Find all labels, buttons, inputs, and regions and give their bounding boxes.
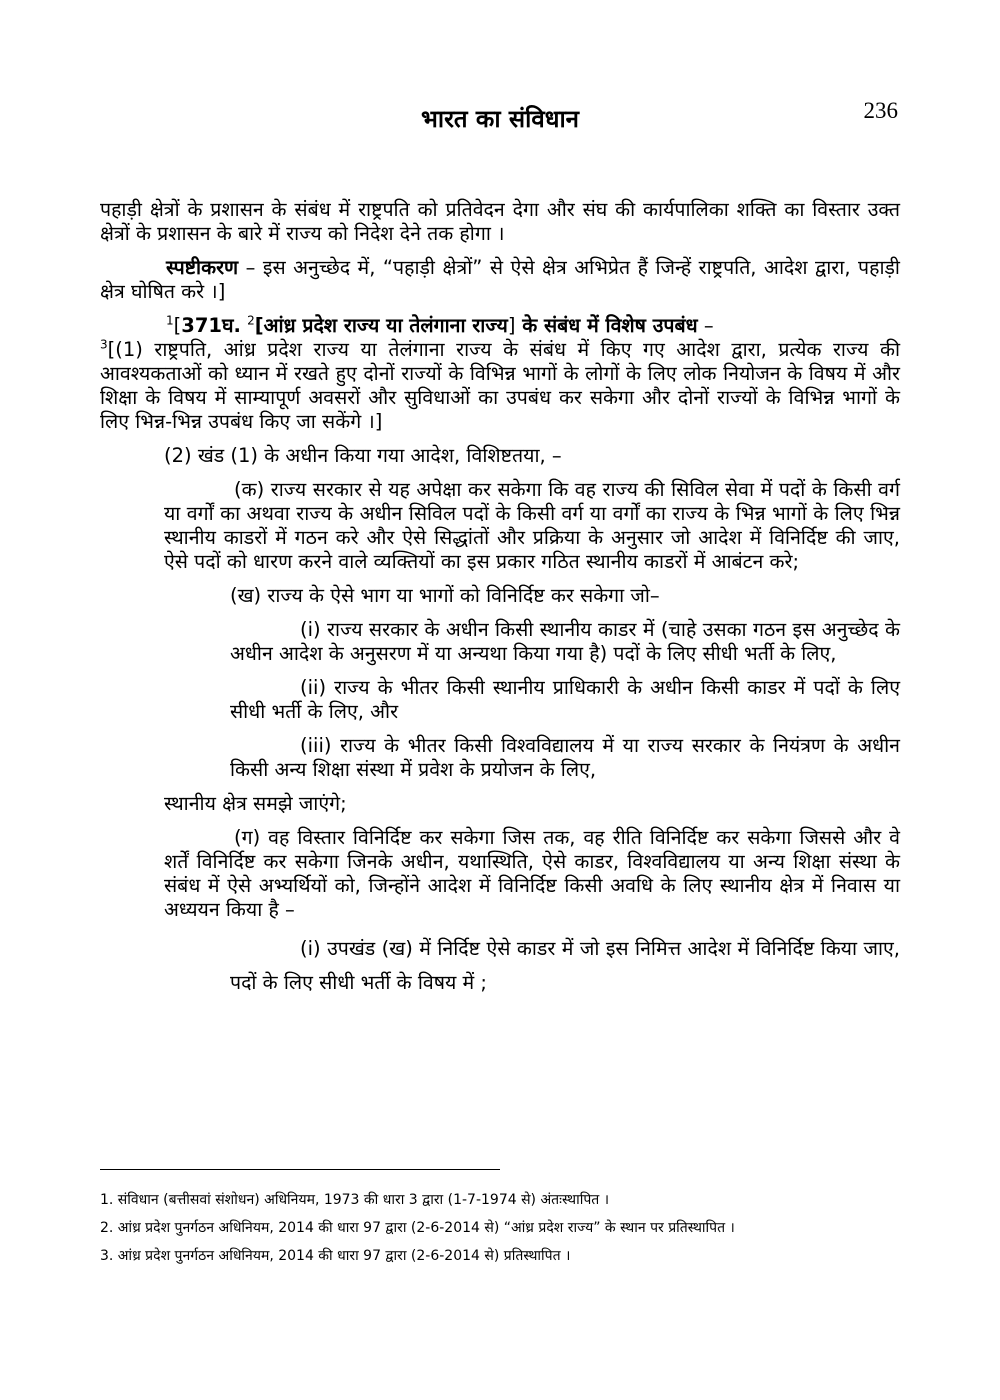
explanation-text: – इस अनुच्छेद में, “पहाड़ी क्षेत्रों” से ऐसे क्षेत्र अभिप्रेत हैं जिन्हें राष्ट्रपति, आदेश द्वारा, पहाड़ी क्षेत्र घोषित करे ।] <box>100 256 900 303</box>
footnote-2: 2. आंध्र प्रदेश पुनर्गठन अधिनियम, 2014 की धारा 97 द्वारा (2-6-2014 से) “आंध्र प्रदेश राज्य” के स्थान पर प्रतिस्थापित । <box>100 1220 735 1236</box>
ga-item-i: (i) उपखंड (ख) में निर्दिष्ट ऐसे काडर में जो इस निमित्त आदेश में विनिर्दिष्ट किया जाए, पदों के लिए सीधी भर्ती के विषय में ; <box>230 937 900 994</box>
article-title-part-b: के संबंध में विशेष उपबंध <box>515 314 698 337</box>
footnote-ref-3: 3 <box>100 337 108 352</box>
article-title-close: ] <box>507 314 516 337</box>
kha-item-iii: (iii) राज्य के भीतर किसी विश्वविद्यालय में या राज्य सरकार के नियंत्रण के अधीन किसी अन्य शिक्षा संस्था में प्रवेश के प्रयोजन के लिए, <box>230 734 900 781</box>
footnotes <box>100 1188 900 1272</box>
article-dash: – <box>697 314 714 337</box>
kha-tail: स्थानीय क्षेत्र समझे जाएंगे; <box>164 792 347 815</box>
page-header <box>0 98 1000 142</box>
clause-2: (2) खंड (1) के अधीन किया गया आदेश, विशिष्टतया, – <box>164 444 562 467</box>
footnote-ref-1: 1 <box>166 313 174 328</box>
explanation-label: स्पष्टीकरण <box>166 256 239 279</box>
page-number: 236 <box>863 98 898 123</box>
article-title-part-a: [आंध्र प्रदेश राज्य या तेलंगाना राज्य <box>254 314 508 337</box>
article-heading-paragraph <box>100 314 900 434</box>
document-body <box>100 198 900 1010</box>
explanation-paragraph <box>100 256 900 304</box>
article-number: 371घ. <box>181 314 241 337</box>
kha-item-i: (i) राज्य सरकार के अधीन किसी स्थानीय काडर में (चाहे उसका गठन इस अनुच्छेद के अधीन आदेश के अनुसरण में या अन्यथा किया गया है) पदों के लिए सीधी भर्ती के लिए, <box>230 618 900 665</box>
page-title: भारत का संविधान <box>420 105 580 133</box>
footnote-3: 3. आंध्र प्रदेश पुनर्गठन अधिनियम, 2014 की धारा 97 द्वारा (2-6-2014 से) प्रतिस्थापित । <box>100 1248 571 1264</box>
clause-2-ka: (क) राज्य सरकार से यह अपेक्षा कर सकेगा कि वह राज्य की सिविल सेवा में पदों के किसी वर्ग या वर्गों का अथवा राज्य के अधीन सिविल पदों के किसी वर्ग या वर्गों का राज्य के भिन्न भागों के लिए भिन्न स्थानीय काडरों में गठन करे और ऐसे सिद्धांतों और प्रक्रिया के अनुसार जो आदेश में विनिर्दिष्ट की जाए, ऐसे पदों को धारण करने वाले व्यक्तियों का इस प्रकार गठित स्थानीय काडरों में आबंटन करे; <box>164 478 900 573</box>
footnote-1: 1. संविधान (बत्तीसवां संशोधन) अधिनियम, 1973 की धारा 3 द्वारा (1-7-1974 से) अंतःस्थापित । <box>100 1192 610 1208</box>
footnote-divider <box>100 1169 500 1170</box>
paragraph-continuation: पहाड़ी क्षेत्रों के प्रशासन के संबंध में राष्ट्रपति को प्रतिवेदन देगा और संघ की कार्यपालिका शक्ति का विस्तार उक्त क्षेत्रों के प्रशासन के बारे में राज्य को निदेश देने तक होगा । <box>100 198 900 245</box>
clause-1-text: [(1) राष्ट्रपति, आंध्र प्रदेश राज्य या तेलंगाना राज्य के संबंध में किए गए आदेश द्वारा, प्रत्येक राज्य की आवश्यकताओं को ध्यान में रखते हुए दोनों राज्यों के विभिन्न भागों के लोगों के लिए लोक नियोजन के विषय में और शिक्षा के विषय में साम्यापूर्ण अवसरों और सुविधाओं का उपबंध कर सकेगा और दोनों राज्यों के विभिन्न भागों के लिए भिन्न-भिन्न उपबंध किए जा सकेंगे ।] <box>100 338 900 433</box>
kha-item-ii: (ii) राज्य के भीतर किसी स्थानीय प्राधिकारी के अधीन किसी काडर में पदों के लिए सीधी भर्ती के लिए, और <box>230 676 900 723</box>
clause-2-kha: (ख) राज्य के ऐसे भाग या भागों को विनिर्दिष्ट कर सकेगा जो– <box>230 584 660 607</box>
article-open-bracket: [ <box>173 314 182 337</box>
footnote-ref-2: 2 <box>247 313 255 328</box>
clause-2-ga: (ग) वह विस्तार विनिर्दिष्ट कर सकेगा जिस तक, वह रीति विनिर्दिष्ट कर सकेगा जिससे और वे शर्तें विनिर्दिष्ट कर सकेगा जिनके अधीन, यथास्थिति, ऐसे काडर, विश्वविद्यालय या अन्य शिक्षा संस्था के संबंध में ऐसे अभ्यर्थियों को, जिन्होंने आदेश में विनिर्दिष्ट किसी अवधि के लिए स्थानीय क्षेत्र में निवास या अध्ययन किया है – <box>164 826 900 921</box>
